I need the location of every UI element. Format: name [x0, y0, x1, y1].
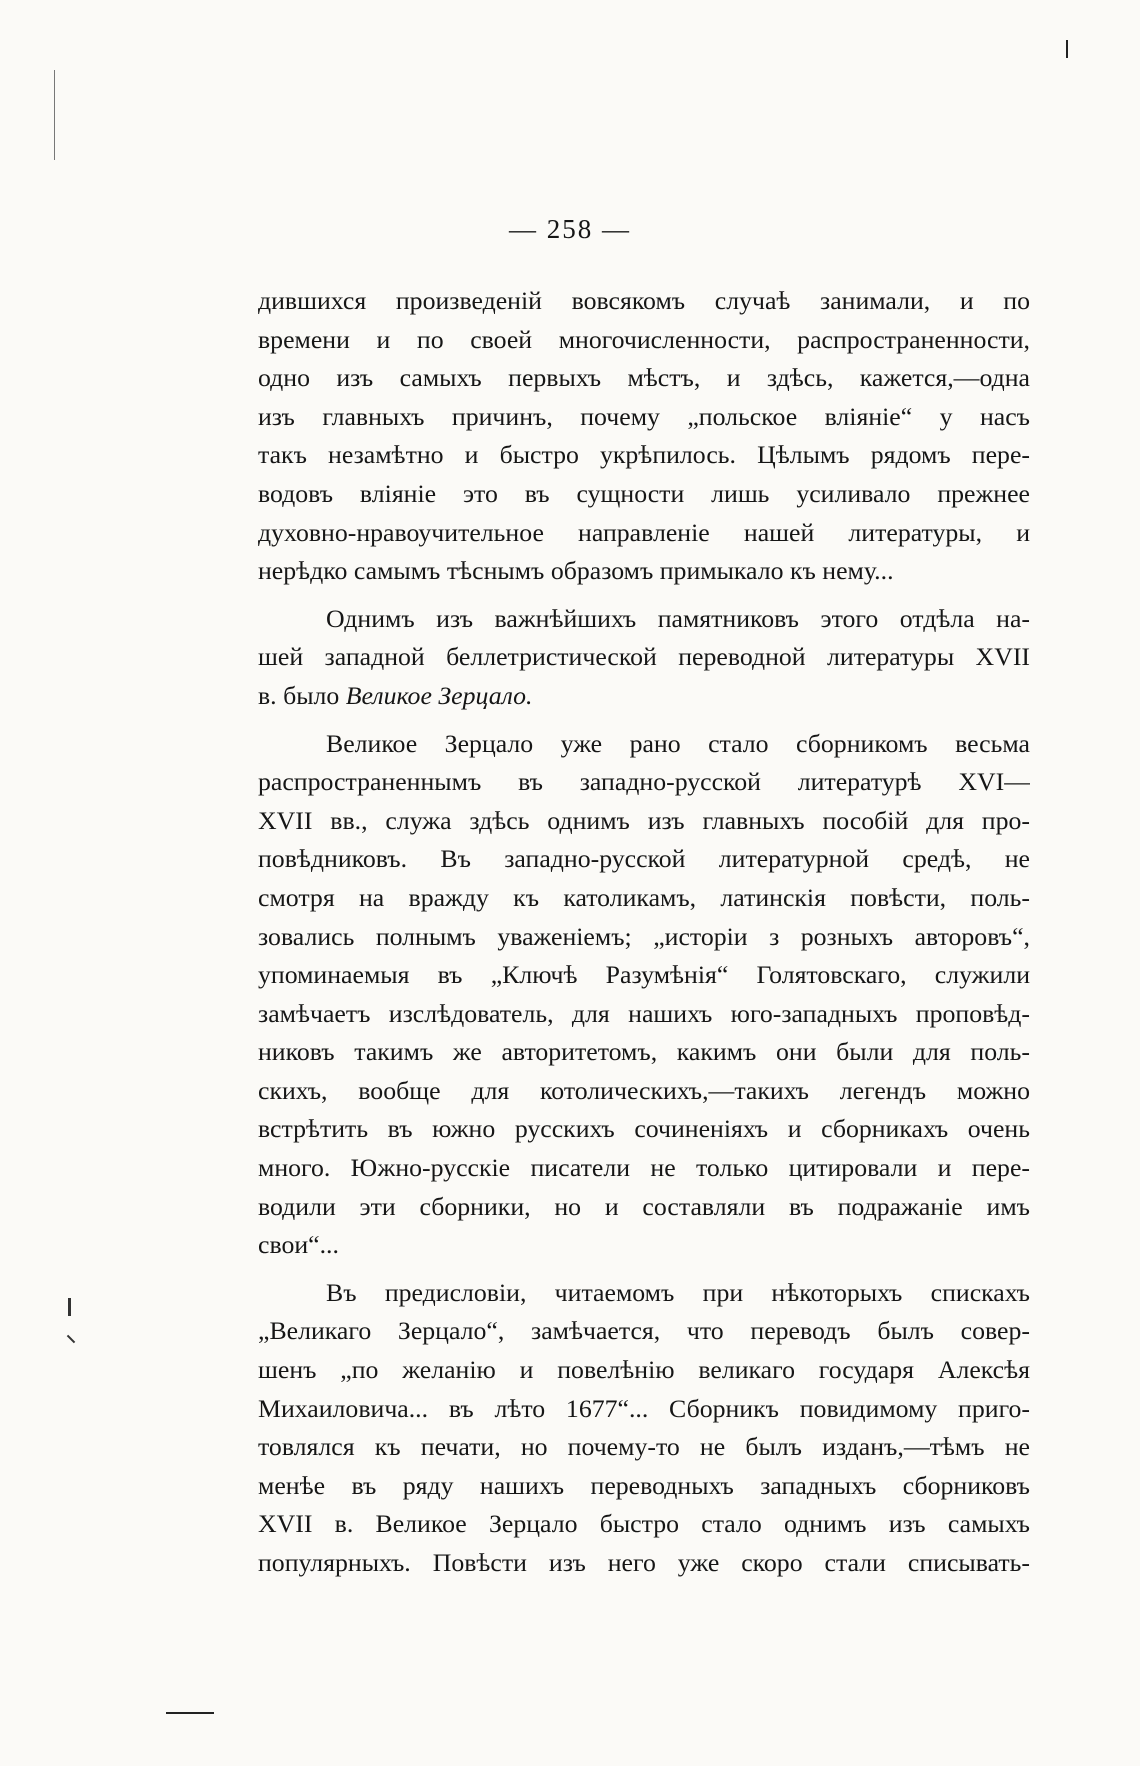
text-line: встрѣтить въ южно русскихъ сочиненiяхъ и сборникахъ очень — [258, 1114, 1030, 1144]
text-line: никовъ такимъ же авторитетомъ, какимъ они были для поль- — [258, 1037, 1030, 1067]
text-line: XVII в. Великое Зерцало быстро стало однимъ изъ самыхъ — [258, 1509, 1030, 1539]
text-line: много. Южно-русскiе писатели не только цитировали и пере- — [258, 1153, 1030, 1183]
text-line: упоминаемыя въ „Ключѣ Разумѣнiя“ Голятовскаго, служили — [258, 960, 1030, 990]
text-line: зовались полнымъ уваженiемъ; „исторiи з розныхъ авторовъ“, — [258, 921, 1030, 951]
scan-mark-top-right — [1066, 40, 1068, 58]
text-line: свои“... — [258, 1230, 339, 1260]
text-line: скихъ, вообще для котолическихъ,—такихъ легендъ можно — [258, 1075, 1030, 1105]
scan-mark-left-tick — [67, 1335, 75, 1343]
text-line: шенъ „по желанiю и повелѣнiю великаго государя Алексѣя — [258, 1355, 1030, 1385]
scan-mark-bottom-line — [166, 1712, 214, 1714]
text-line: нерѣдко самымъ тѣснымъ образомъ примыкало къ нему... — [258, 556, 894, 586]
text-line — [258, 677, 1030, 716]
text-line: водовъ влiянiе это въ сущности лишь усиливало прежнее — [258, 478, 1030, 508]
text-line: популярныхъ. Повѣсти изъ него уже скоро стали списывать- — [258, 1548, 1030, 1577]
text-line: одно изъ самыхъ первыхъ мѣстъ, и здѣсь, кажется,—одна — [258, 363, 1030, 393]
text-line: смотря на вражду къ католикамъ, латинскiя повѣсти, поль- — [258, 882, 1030, 912]
text-line: Однимъ изъ важнѣйшихъ памятниковъ этого отдѣла на- — [326, 603, 1030, 633]
text-line: шей западной беллетристической переводной литературы XVII — [258, 642, 1030, 672]
scan-mark-left-bracket — [68, 1298, 71, 1316]
paragraph — [258, 600, 1030, 716]
text-line: менѣе въ ряду нашихъ переводныхъ западныхъ сборниковъ — [258, 1470, 1030, 1500]
text-line: времени и по своей многочисленности, распространенности, — [258, 324, 1030, 354]
page-number: — 258 — — [509, 214, 631, 244]
text-line: замѣчаетъ изслѣдователь, для нашихъ юго-западныхъ проповѣд- — [258, 998, 1030, 1028]
paragraph — [258, 282, 1030, 591]
text-line: „Великаго Зерцало“, замѣчается, что переводъ былъ совер- — [258, 1316, 1030, 1346]
text-line: повѣдниковъ. Въ западно-русской литературной средѣ, не — [258, 844, 1030, 874]
text-line: дившихся произведенiй вовсякомъ случаѣ занимали, и по — [258, 286, 1030, 315]
text-line-prefix: в. было — [258, 680, 346, 710]
book-title-italic: Великое Зерцало. — [345, 680, 533, 710]
text-line: изъ главныхъ причинъ, почему „польское влiянiе“ у насъ — [258, 401, 1030, 431]
paragraph — [258, 1274, 1030, 1583]
text-line: Въ предисловiи, читаемомъ при нѣкоторыхъ спискахъ — [326, 1277, 1030, 1307]
text-block — [258, 282, 1030, 1583]
text-line: водили эти сборники, но и составляли въ подражанiе имъ — [258, 1191, 1030, 1221]
text-line: такъ незамѣтно и быстро укрѣпилось. Цѣлымъ рядомъ пере- — [258, 440, 1030, 470]
text-line: XVII вв., служа здѣсь однимъ изъ главныхъ пособiй для про- — [258, 805, 1030, 835]
scan-mark-left-line — [54, 70, 55, 160]
paragraph — [258, 725, 1030, 1265]
text-line: Великое Зерцало уже рано стало сборникомъ весьма — [326, 728, 1030, 758]
text-line: духовно-нравоучительное направленiе нашей литературы, и — [258, 517, 1030, 547]
text-line: распространеннымъ въ западно-русской литературѣ XVI— — [258, 767, 1030, 797]
text-line: Михаиловича... въ лѣто 1677“... Сборникъ повидимому приго- — [258, 1393, 1030, 1423]
text-line: товлялся къ печати, но почему-то не былъ изданъ,—тѣмъ не — [258, 1432, 1030, 1462]
